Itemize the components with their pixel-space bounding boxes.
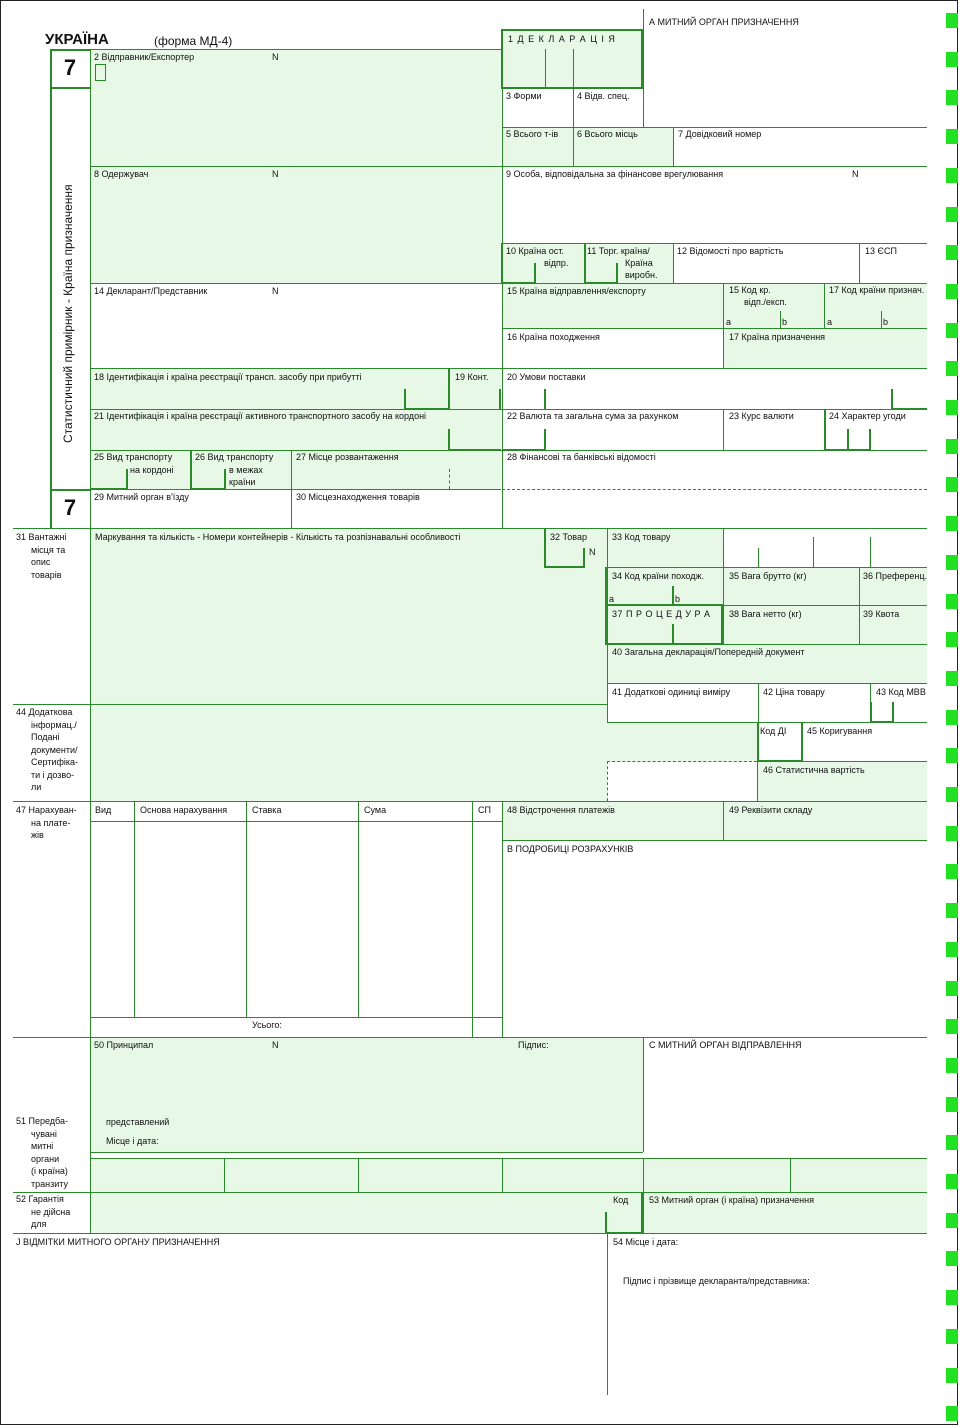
tax-col-osnova: Основа нарахування <box>140 805 228 815</box>
box-17a-b: b <box>883 317 889 327</box>
box-14-label: 14 Декларант/Представник <box>94 286 208 296</box>
perforation-square <box>946 1290 958 1305</box>
perforation-square <box>946 826 958 841</box>
perforation-square <box>946 1058 958 1073</box>
box-44-fill[interactable] <box>90 705 607 801</box>
box-37-label: 37 П Р О Ц Е Д У Р А <box>612 609 711 619</box>
box-15-b: b <box>782 317 788 327</box>
perforation-square <box>946 1174 958 1189</box>
box-8-n: N <box>272 169 279 179</box>
perforation-square <box>946 1135 958 1150</box>
perforation-square <box>946 439 958 454</box>
box-40-label: 40 Загальна декларація/Попередній документ <box>612 647 805 657</box>
copy-number-top: 7 <box>63 55 77 80</box>
box-9-label: 9 Особа, відповідальна за фінансове врегулювання <box>506 169 724 179</box>
box-2-n: N <box>272 52 279 62</box>
box-34-a: a <box>609 594 615 604</box>
box-6-label: 6 Всього місць <box>577 129 638 139</box>
box-14-n: N <box>272 286 279 296</box>
perforation-square <box>946 787 958 802</box>
box-26-label-2: в межах <box>229 465 263 475</box>
box-51-fill <box>90 1158 927 1192</box>
perforation-square <box>946 361 958 376</box>
perforation-square <box>946 168 958 183</box>
box-49-label: 49 Реквізити складу <box>729 805 813 815</box>
box-34-b: b <box>675 594 681 604</box>
box-21-label: 21 Ідентифікація і країна реєстрації активного транспортного засобу на кордоні <box>94 411 427 421</box>
box-11-label-2: Країна <box>625 258 653 268</box>
perforation-square <box>946 632 958 647</box>
box-28-label: 28 Фінансові та банківські відомості <box>507 452 656 462</box>
box-38-label: 38 Вага нетто (кг) <box>729 609 802 619</box>
box-54-label: 54 Місце і дата: <box>613 1237 679 1247</box>
country-title: УКРАЇНА <box>45 31 109 48</box>
box-35-label: 35 Вага брутто (кг) <box>729 571 807 581</box>
box-53-label: 53 Митний орган (і країна) призначення <box>649 1195 814 1205</box>
box-9-n: N <box>852 169 859 179</box>
box-7-label: 7 Довідковий номер <box>678 129 762 139</box>
box-10-label-1: 10 Країна ост. <box>506 246 564 256</box>
box-11-label-3: виробн. <box>625 270 658 280</box>
box-42-label: 42 Ціна товару <box>763 687 825 697</box>
box-50-label: 50 Принципал <box>94 1040 154 1050</box>
box-C-label: С МИТНИЙ ОРГАН ВІДПРАВЛЕННЯ <box>649 1040 802 1050</box>
box-44b-fill <box>607 723 757 762</box>
box-kod-di-label: Код ДІ <box>760 726 787 736</box>
box-48-label: 48 Відстрочення платежів <box>507 805 615 815</box>
box-52-label: 52 Гарантія не дійсна для <box>16 1194 71 1229</box>
box-2-label: 2 Відправник/Експортер <box>94 52 195 62</box>
box-1-label: 1 Д Е К Л А Р А Ц І Я <box>508 34 616 44</box>
box-39-label: 39 Квота <box>863 609 900 619</box>
tax-total-label: Усього: <box>252 1020 282 1030</box>
perforation-square <box>946 1368 958 1383</box>
perforation-square <box>946 245 958 260</box>
box-52-kod: Код <box>613 1195 629 1205</box>
perforation-square <box>946 1329 958 1344</box>
box-15-a: a <box>726 317 732 327</box>
perforation-square <box>946 1097 958 1112</box>
box-18-label: 18 Ідентифікація і країна реєстрації трансп. засобу при прибутті <box>94 372 362 382</box>
box-44-label: 44 Додаткова інформац./ Подані документи/ Сертифіка- ти і дозво- ли <box>16 707 79 792</box>
perforation-square <box>946 942 958 957</box>
perforation-square <box>946 90 958 105</box>
box-17a-label: 17 Код країни признач. <box>829 285 925 295</box>
box-20-label: 20 Умови поставки <box>507 372 586 382</box>
box-43-label: 43 Код МВВ <box>876 687 926 697</box>
box-50-place-date: Місце і дата: <box>106 1136 159 1146</box>
box-50-n: N <box>272 1040 279 1050</box>
perforation-square <box>946 864 958 879</box>
box-11-label-1: 11 Торг. країна/ <box>587 246 650 256</box>
box-3-label: 3 Форми <box>506 91 542 101</box>
box-19-label: 19 Конт. <box>455 372 489 382</box>
box-47-label: 47 Нарахуван- на плате- жів <box>16 805 77 840</box>
perforation-square <box>946 981 958 996</box>
box-29-label: 29 Митний орган в'їзду <box>94 492 189 502</box>
box-50-fill[interactable] <box>90 1037 643 1152</box>
box-2-fill[interactable] <box>90 49 501 166</box>
box-27-label: 27 Місце розвантаження <box>296 452 399 462</box>
box-17a-a: a <box>827 317 833 327</box>
perforation-square <box>946 323 958 338</box>
box-2-checkbox[interactable] <box>95 64 106 81</box>
tax-col-stavka: Ставка <box>252 805 282 815</box>
perforation-square <box>946 207 958 222</box>
box-26-label-3: країни <box>229 477 256 487</box>
box-22-label: 22 Валюта та загальна сума за рахунком <box>507 411 679 421</box>
box-31-label: 31 Вантажні місця та опис товарів <box>16 532 67 580</box>
perforation-square <box>946 13 958 28</box>
box-15-code-label-2: відп./експ. <box>744 297 787 307</box>
copy-number-bottom: 7 <box>63 495 77 520</box>
box-12-label: 12 Відомості про вартість <box>677 246 784 256</box>
box-10-label-2: відпр. <box>544 258 569 268</box>
box-5-label: 5 Всього т-ів <box>506 129 559 139</box>
tax-col-vid: Вид <box>95 805 112 815</box>
tax-col-sp: СП <box>478 805 491 815</box>
box-36-label: 36 Преференц. <box>863 571 928 581</box>
perforation-square <box>946 284 958 299</box>
box-33-label: 33 Код товару <box>612 532 671 542</box>
box-A-label: А МИТНИЙ ОРГАН ПРИЗНАЧЕННЯ <box>649 17 799 27</box>
form-code: (форма МД-4) <box>154 34 233 48</box>
box-30-label: 30 Місцезнаходження товарів <box>296 492 420 502</box>
box-26-label-1: 26 Вид транспорту <box>195 452 274 462</box>
perforation-square <box>946 52 958 67</box>
box-45-label: 45 Коригування <box>807 726 873 736</box>
box-50-signature: Підпис: <box>518 1040 549 1050</box>
box-B-label: В ПОДРОБИЦІ РОЗРАХУНКІВ <box>507 844 634 854</box>
box-4-label: 4 Відв. спец. <box>577 91 630 101</box>
perforation-square <box>946 477 958 492</box>
box-31-title: Маркування та кількість - Номери контейнерів - Кількість та розпізнавальні особливості <box>95 532 461 542</box>
box-24-label: 24 Характер угоди <box>829 411 906 421</box>
box-41-label: 41 Додаткові одиниці виміру <box>612 687 731 697</box>
perforation-square <box>946 710 958 725</box>
box-17-label: 17 Країна призначення <box>729 332 826 342</box>
perforation-square <box>946 1213 958 1228</box>
perforation-square <box>946 555 958 570</box>
box-15-label: 15 Країна відправлення/експорту <box>507 286 646 296</box>
perforation-square <box>946 594 958 609</box>
box-25-label-2: на кордоні <box>130 465 174 475</box>
box-46-label: 46 Статистична вартість <box>763 765 865 775</box>
box-31-fill[interactable] <box>90 529 607 704</box>
box-J-label: J ВІДМІТКИ МИТНОГО ОРГАНУ ПРИЗНАЧЕННЯ <box>16 1237 220 1247</box>
perforation-square <box>946 129 958 144</box>
perforation-square <box>946 400 958 415</box>
box-54-signature: Підпис і прізвище декларанта/представника: <box>623 1276 810 1286</box>
perforation-square <box>946 903 958 918</box>
box-23-label: 23 Курс валюти <box>729 411 794 421</box>
box-32-label: 32 Товар <box>550 532 588 542</box>
perforation-square <box>946 1251 958 1266</box>
box-13-label: 13 ЄСП <box>865 246 897 256</box>
box-32-n: N <box>589 547 596 557</box>
tax-col-suma: Сума <box>364 805 387 815</box>
box-15-code-label-1: 15 Код кр. <box>729 285 771 295</box>
box-16-label: 16 Країна походження <box>507 332 600 342</box>
box-8-fill[interactable] <box>90 167 501 283</box>
perforation-square <box>946 748 958 763</box>
perforation-square <box>946 671 958 686</box>
perforation-square <box>946 1406 958 1421</box>
box-25-label-1: 25 Вид транспорту <box>94 452 173 462</box>
perforation-square <box>946 516 958 531</box>
box-51-label: 51 Передба- чувані митні органи (і країна) транзиту <box>16 1116 69 1189</box>
box-34-label: 34 Код країни походж. <box>612 571 705 581</box>
perforation-square <box>946 1019 958 1034</box>
vertical-copy-title: Статистичний примірник - Країна призначення <box>61 184 75 443</box>
box-8-label: 8 Одержувач <box>94 169 149 179</box>
box-50-presented: представлений <box>106 1117 170 1127</box>
